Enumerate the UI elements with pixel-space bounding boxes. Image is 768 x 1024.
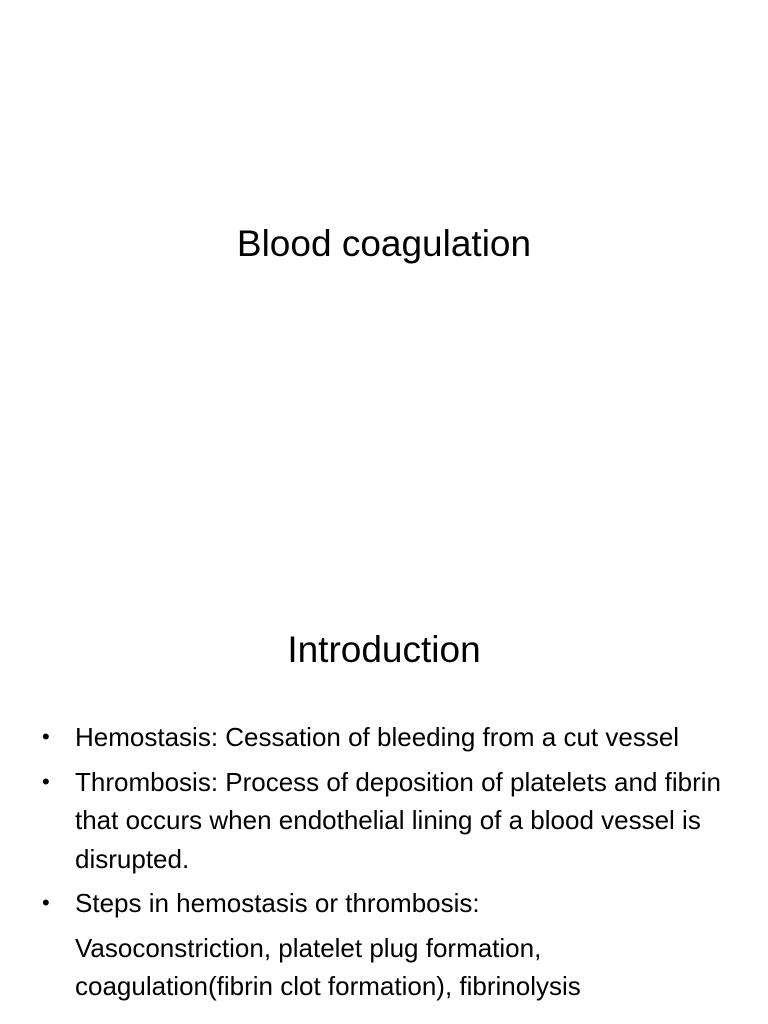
bullet-list bbox=[42, 718, 732, 1006]
bullet-continuation-text: Vasoconstriction, platelet plug formation, coagulation(fibrin clot formation), fibrinolysis bbox=[75, 932, 581, 1001]
bullet-text: Hemostasis: Cessation of bleeding from a cut vessel bbox=[75, 722, 680, 752]
bullet-item-thrombosis bbox=[42, 763, 732, 879]
bullet-icon: • bbox=[42, 724, 50, 749]
bullet-icon: • bbox=[42, 890, 50, 915]
bullet-item-steps bbox=[42, 884, 732, 923]
slide-title: Introduction bbox=[287, 629, 481, 670]
slide-2 bbox=[0, 576, 768, 1024]
slide-title: Blood coagulation bbox=[236, 223, 532, 264]
bullet-icon: • bbox=[42, 768, 50, 794]
bullet-text: Thrombosis: Process of deposition of platelets and fibrin that occurs when endothelial lining of a blood vessel is disrupted. bbox=[75, 766, 722, 874]
bullet-item-hemostasis bbox=[42, 718, 732, 757]
bullet-text: Steps in hemostasis or thrombosis: bbox=[75, 888, 480, 918]
